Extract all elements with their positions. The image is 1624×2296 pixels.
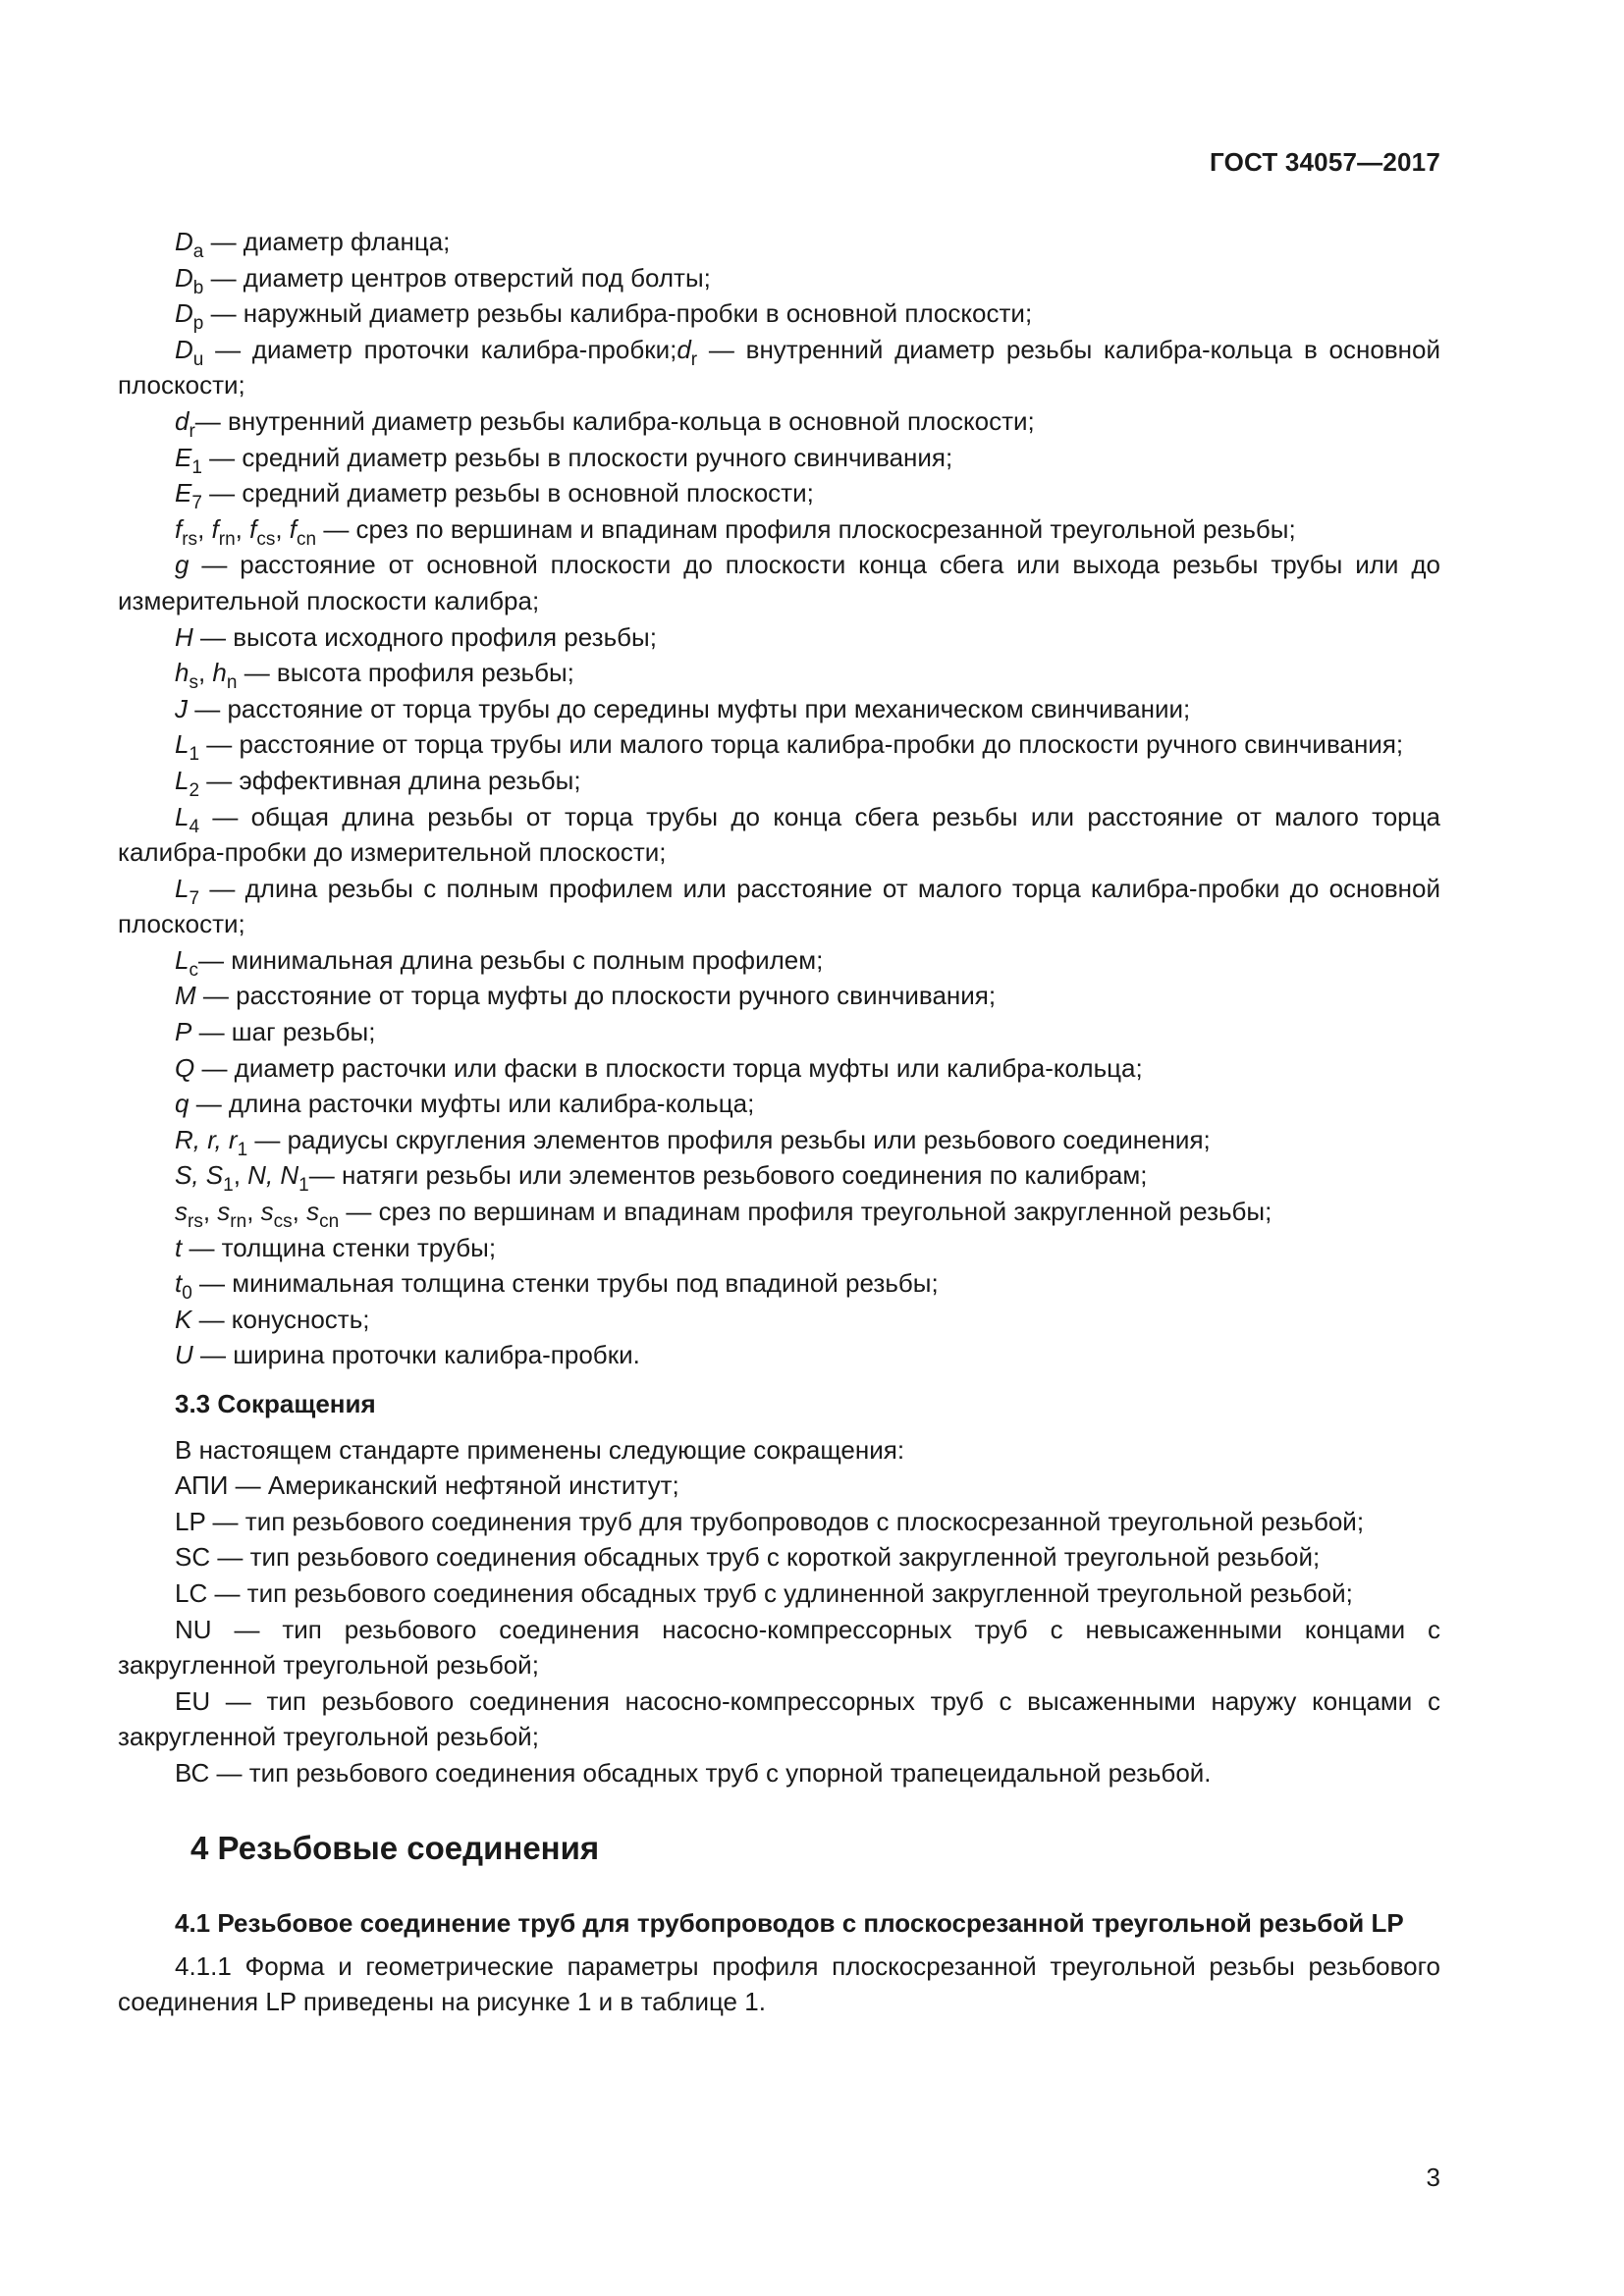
symbol: s bbox=[175, 1197, 188, 1227]
definition-text: — высота исходного профиля резьбы; bbox=[192, 621, 657, 652]
symbol: D bbox=[175, 298, 193, 329]
symbol-subscript: r bbox=[189, 420, 195, 442]
symbol: g bbox=[175, 550, 189, 580]
symbol: f bbox=[249, 513, 257, 544]
symbol: h bbox=[212, 658, 227, 688]
definition-item bbox=[118, 295, 1440, 335]
symbol: S, S bbox=[175, 1160, 224, 1191]
page-number: 3 bbox=[1426, 2163, 1440, 2192]
definition-item bbox=[118, 1302, 1440, 1338]
definition-item bbox=[118, 655, 1440, 694]
definition-item bbox=[118, 1157, 1440, 1197]
definition-item bbox=[118, 475, 1440, 514]
definition-text: — эффективная длина резьбы; bbox=[199, 765, 581, 795]
symbol: f bbox=[175, 513, 183, 544]
section-heading-3-3: 3.3 Сокращения bbox=[175, 1389, 376, 1418]
separator: , bbox=[246, 1197, 261, 1227]
definition-item bbox=[118, 763, 1440, 799]
abbreviation-item: LP — тип резьбового соединения труб для трубопроводов с плоскосрезанной треугольной резьбой; bbox=[175, 1506, 1365, 1536]
abbreviation-item: LC — тип резьбового соединения обсадных труб с удлиненной закругленной треугольной резьбой; bbox=[175, 1577, 1353, 1608]
abbreviation-item: EU — тип резьбового соединения насосно-компрессорных труб с высаженными наружу концами с закругленной треугольной резьбой; bbox=[118, 1685, 1440, 1752]
symbol: H bbox=[175, 621, 193, 652]
symbol-subscript: b bbox=[192, 277, 204, 298]
page-content bbox=[118, 224, 1440, 2020]
symbol-subscript: 1 bbox=[223, 1175, 234, 1197]
symbol: D bbox=[175, 334, 193, 364]
definition-text: — средний диаметр резьбы в основной плоскости; bbox=[201, 478, 814, 508]
paragraph-4-1-1: 4.1.1 Форма и геометрические параметры профиля плоскосрезанной треугольной резьбы резьбового соединения LP приведены на рисунке 1 и в таблице 1. bbox=[118, 1950, 1440, 2017]
symbol-subscript: 1 bbox=[298, 1175, 309, 1197]
separator: , bbox=[235, 513, 250, 544]
definition-text: — минимальная длина резьбы с полным профилем; bbox=[197, 944, 824, 975]
definition-text: — толщина стенки трубы; bbox=[182, 1232, 497, 1262]
definition-item bbox=[118, 260, 1440, 296]
standard-header: ГОСТ 34057—2017 bbox=[1210, 147, 1440, 177]
symbol: L bbox=[175, 944, 189, 975]
definition-item bbox=[118, 619, 1440, 656]
symbol-subscript: u bbox=[192, 348, 204, 370]
symbol: L bbox=[175, 801, 189, 831]
symbol-subscript: cn bbox=[319, 1211, 340, 1233]
definition-text: — срез по вершинам и впадинам профиля треугольной закругленной резьбы; bbox=[339, 1197, 1272, 1227]
definition-text: — ширина проточки калибра-пробки. bbox=[192, 1340, 640, 1370]
symbol: t bbox=[175, 1268, 183, 1299]
definition-text: — диаметр расточки или фаски в плоскости торца муфты или калибра-кольца; bbox=[194, 1052, 1143, 1083]
symbol: L bbox=[175, 729, 189, 760]
symbol: J bbox=[175, 693, 188, 723]
symbol-subscript: c bbox=[189, 959, 198, 981]
definition-item bbox=[118, 978, 1440, 1014]
symbol: h bbox=[175, 658, 189, 688]
definition-text: — конусность; bbox=[191, 1304, 370, 1334]
symbol-subscript: 1 bbox=[191, 456, 202, 478]
definition-text: — длина резьбы с полным профилем или расстояние от малого торца калибра-пробки до основной плоскости; bbox=[118, 873, 1440, 939]
symbol: R, r, r bbox=[175, 1124, 238, 1154]
abbreviation-item: NU — тип резьбового соединения насосно-компрессорных труб с невысаженными концами с закругленной треугольной резьбой; bbox=[118, 1614, 1440, 1681]
definition-text: — высота профиля резьбы; bbox=[237, 658, 574, 688]
definition-item bbox=[118, 691, 1440, 727]
definition-text: — наружный диаметр резьбы калибра-пробки в основной плоскости; bbox=[203, 298, 1033, 329]
definition-text: — внутренний диаметр резьбы калибра-кольца в основной плоскости; bbox=[118, 334, 1440, 400]
symbol-subscript: cs bbox=[256, 528, 276, 550]
definition-item bbox=[118, 799, 1440, 871]
section-heading-4-1: 4.1 Резьбовое соединение труб для трубопроводов с плоскосрезанной треугольной резьбой LP bbox=[175, 1907, 1404, 1938]
symbol-subscript: rn bbox=[218, 528, 236, 550]
separator: , bbox=[202, 1197, 218, 1227]
definition-text: — срез по вершинам и впадинам профиля плоскосрезанной треугольной резьбы; bbox=[316, 513, 1296, 544]
chapter-heading-4: 4 Резьбовые соединения bbox=[190, 1829, 600, 1866]
definition-item bbox=[118, 511, 1440, 548]
separator: , bbox=[197, 513, 212, 544]
definition-text: — радиусы скругления элементов профиля резьбы или резьбового соединения; bbox=[247, 1124, 1211, 1154]
symbol-subscript: p bbox=[192, 313, 204, 335]
symbol-subscript: n bbox=[226, 672, 238, 694]
symbol-subscript: a bbox=[192, 241, 204, 262]
definition-item bbox=[118, 332, 1440, 403]
symbol: D bbox=[175, 262, 193, 293]
definition-text: — шаг резьбы; bbox=[191, 1017, 376, 1047]
symbol: s bbox=[260, 1197, 274, 1227]
definition-item bbox=[118, 1122, 1440, 1158]
definition-text: — диаметр центров отверстий под болты; bbox=[203, 262, 711, 293]
symbol: U bbox=[175, 1340, 193, 1370]
abbreviation-item: ВС — тип резьбового соединения обсадных труб с упорной трапецеидальной резьбой. bbox=[175, 1757, 1212, 1788]
abbreviation-item: SC — тип резьбового соединения обсадных труб с короткой закругленной треугольной резьбой; bbox=[175, 1542, 1321, 1573]
definition-text: — расстояние от основной плоскости до плоскости конца сбега или выхода резьбы трубы или до измерительной плоскости калибра; bbox=[118, 550, 1440, 615]
definition-text: — расстояние от торца трубы до середины муфты при механическом свинчивании; bbox=[188, 693, 1191, 723]
abbreviation-item: АПИ — Американский нефтяной институт; bbox=[175, 1470, 679, 1501]
symbol: L bbox=[175, 765, 189, 795]
symbol: Q bbox=[175, 1052, 195, 1083]
symbol-subscript: 0 bbox=[182, 1283, 192, 1305]
definition-item bbox=[118, 1014, 1440, 1050]
definition-item bbox=[118, 1086, 1440, 1122]
symbol: d bbox=[175, 405, 189, 436]
definition-text: — длина расточки муфты или калибра-кольца; bbox=[189, 1089, 755, 1119]
definition-item bbox=[118, 942, 1440, 979]
symbol-subscript: cs bbox=[273, 1211, 293, 1233]
symbol-subscript: r bbox=[690, 348, 698, 370]
definition-text: — натяги резьбы или элементов резьбового соединения по калибрам; bbox=[308, 1160, 1148, 1191]
definition-item bbox=[118, 224, 1440, 260]
definition-item bbox=[118, 403, 1440, 440]
definition-item bbox=[118, 1265, 1440, 1305]
definition-text: — средний диаметр резьбы в плоскости ручного свинчивания; bbox=[201, 442, 953, 472]
symbol: E bbox=[175, 478, 192, 508]
definition-text: — расстояние от торца муфты до плоскости ручного свинчивания; bbox=[195, 981, 997, 1011]
symbol: N, N bbox=[247, 1160, 299, 1191]
separator: , bbox=[275, 513, 290, 544]
definition-item bbox=[118, 440, 1440, 476]
separator: , bbox=[292, 1197, 307, 1227]
definition-text: — диаметр фланца; bbox=[203, 227, 451, 256]
definition-item bbox=[118, 1230, 1440, 1266]
definition-text: — расстояние от торца трубы или малого торца калибра-пробки до плоскости ручного свинчивания; bbox=[199, 729, 1404, 760]
symbol: t bbox=[175, 1232, 183, 1262]
definition-text: — общая длина резьбы от торца трубы до конца сбега резьбы или расстояние от малого торца калибра-пробки до измерительной плоскости; bbox=[118, 801, 1440, 868]
symbol: P bbox=[175, 1017, 192, 1047]
definition-text: — внутренний диаметр резьбы калибра-кольца в основной плоскости; bbox=[194, 405, 1035, 436]
separator: , bbox=[233, 1160, 248, 1191]
definition-item bbox=[118, 1050, 1440, 1087]
symbol-subscript: rs bbox=[188, 1211, 203, 1233]
symbol: L bbox=[175, 873, 189, 903]
definition-item bbox=[118, 1194, 1440, 1233]
separator: , bbox=[197, 658, 213, 688]
symbol: f bbox=[289, 513, 298, 544]
symbol: d bbox=[677, 334, 691, 364]
definition-text: — диаметр проточки калибра-пробки; bbox=[203, 334, 677, 364]
symbol-subscript: 1 bbox=[237, 1139, 248, 1160]
symbol-subscript: s bbox=[189, 672, 198, 694]
symbol-subscript: 7 bbox=[191, 493, 202, 514]
abbreviations-intro: В настоящем стандарте применены следующие сокращения: bbox=[175, 1434, 905, 1465]
definition-text: — минимальная толщина стенки трубы под впадиной резьбы; bbox=[191, 1268, 939, 1299]
symbol-subscript: rs bbox=[182, 528, 198, 550]
symbol-subscript: rn bbox=[230, 1211, 247, 1233]
symbol: s bbox=[217, 1197, 231, 1227]
symbol-subscript: 1 bbox=[189, 744, 200, 766]
symbol: K bbox=[175, 1304, 192, 1334]
definition-item bbox=[118, 726, 1440, 766]
symbol: f bbox=[211, 513, 219, 544]
definition-item bbox=[118, 871, 1440, 942]
symbol: q bbox=[175, 1089, 189, 1119]
symbol-subscript: cn bbox=[297, 528, 317, 550]
symbol: E bbox=[175, 442, 192, 472]
symbol: M bbox=[175, 981, 196, 1011]
symbol: s bbox=[306, 1197, 320, 1227]
symbol-subscript: 7 bbox=[189, 887, 200, 909]
symbol-subscript: 2 bbox=[189, 779, 200, 801]
symbol: D bbox=[175, 227, 193, 256]
symbol-subscript: 4 bbox=[189, 816, 200, 837]
definition-item bbox=[118, 547, 1440, 618]
definition-item bbox=[118, 1337, 1440, 1373]
